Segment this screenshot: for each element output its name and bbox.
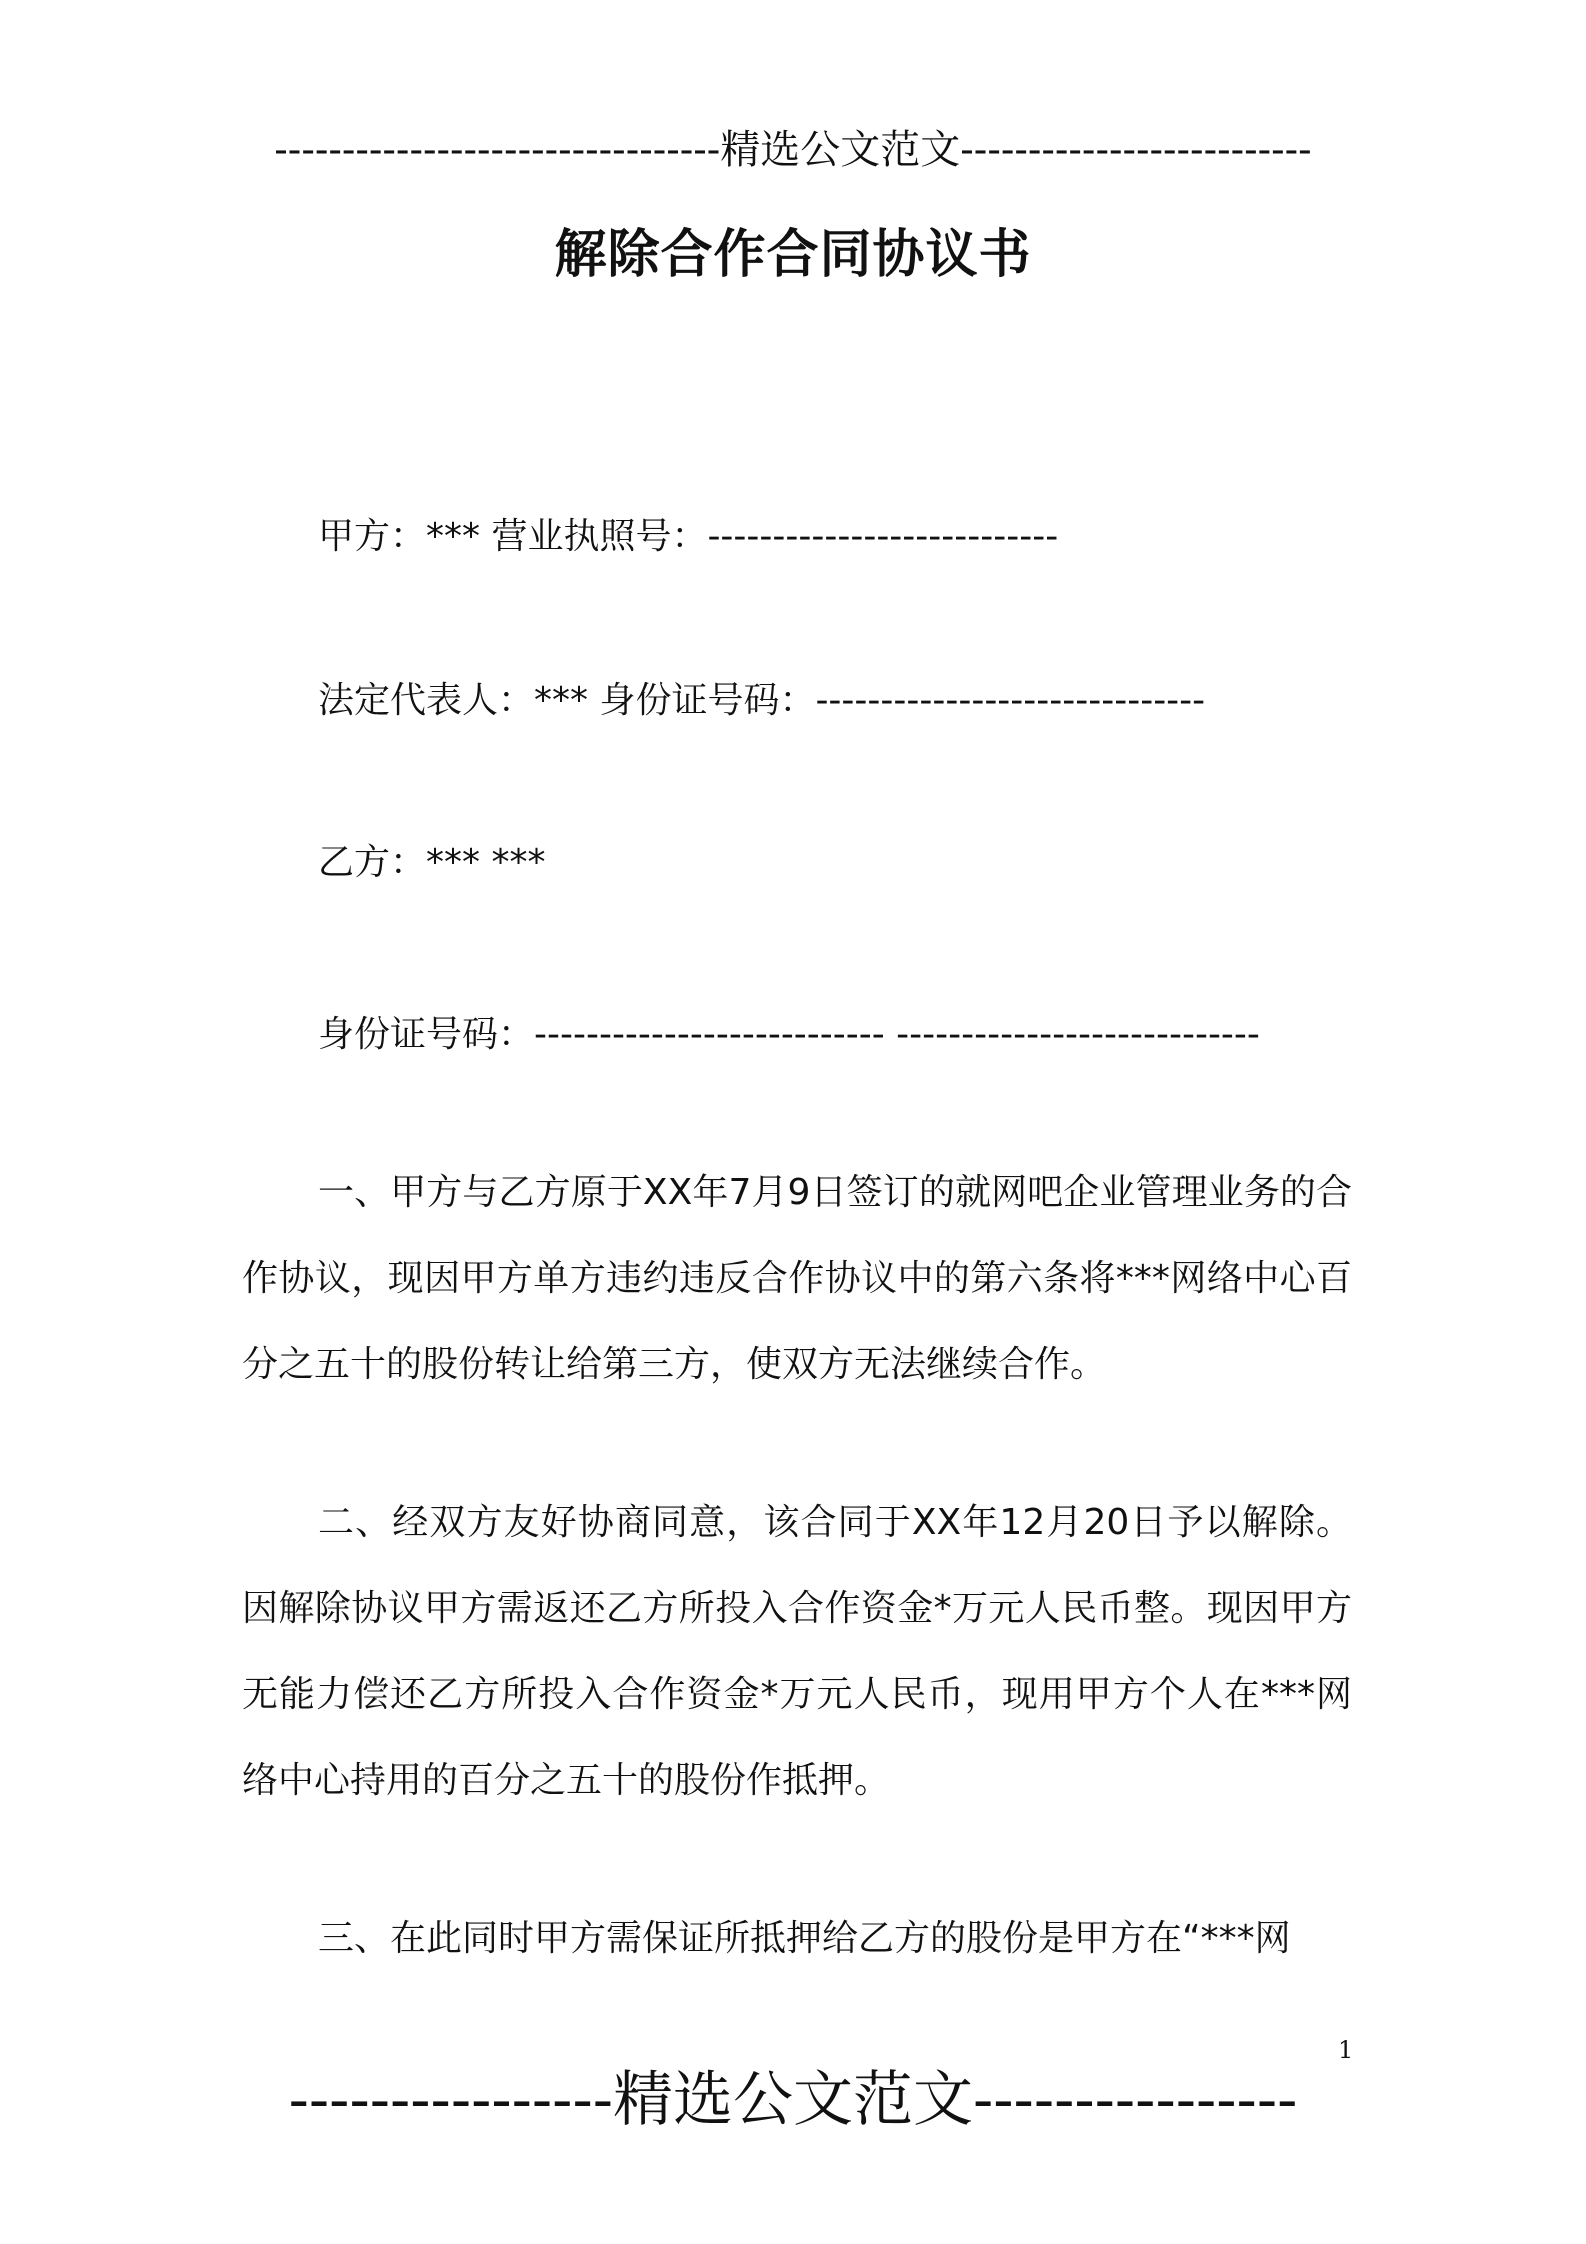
page-header: ---------------------------------精选公文范文-------------------------- — [274, 127, 1312, 173]
clause-3: 三、在此同时甲方需保证所抵押给乙方的股份是甲方在“***网 — [318, 1918, 1291, 1959]
party-b-line: 乙方：*** *** — [318, 842, 546, 883]
page-number: 1 — [1338, 2036, 1354, 2064]
party-b-id-line: 身份证号码：--------------------------- ---------------------------- — [318, 1014, 1260, 1055]
document-title: 解除合作合同协议书 — [554, 225, 1032, 285]
clause-1: 一、甲方与乙方原于XX年7月9日签订的就网吧企业管理业务的合作协议，现因甲方单方违约违反合作协议中的第六条将***网络中心百分之五十的股份转让给第三方，使双方无法继续合作。 — [242, 1172, 1352, 1385]
party-a-line: 甲方：*** 营业执照号：--------------------------- — [318, 516, 1059, 557]
clause-2: 二、经双方友好协商同意，该合同于XX年12月20日予以解除。因解除协议甲方需返还乙方所投入合作资金*万元人民币整。现因甲方无能力偿还乙方所投入合作资金*万元人民币，现用甲方个人在***网络中心持用的百分之五十的股份作抵押。 — [242, 1502, 1352, 1801]
legal-representative-line: 法定代表人：*** 身份证号码：------------------------------ — [318, 680, 1206, 721]
page-footer: ----------------精选公文范文---------------- — [288, 2065, 1298, 2135]
